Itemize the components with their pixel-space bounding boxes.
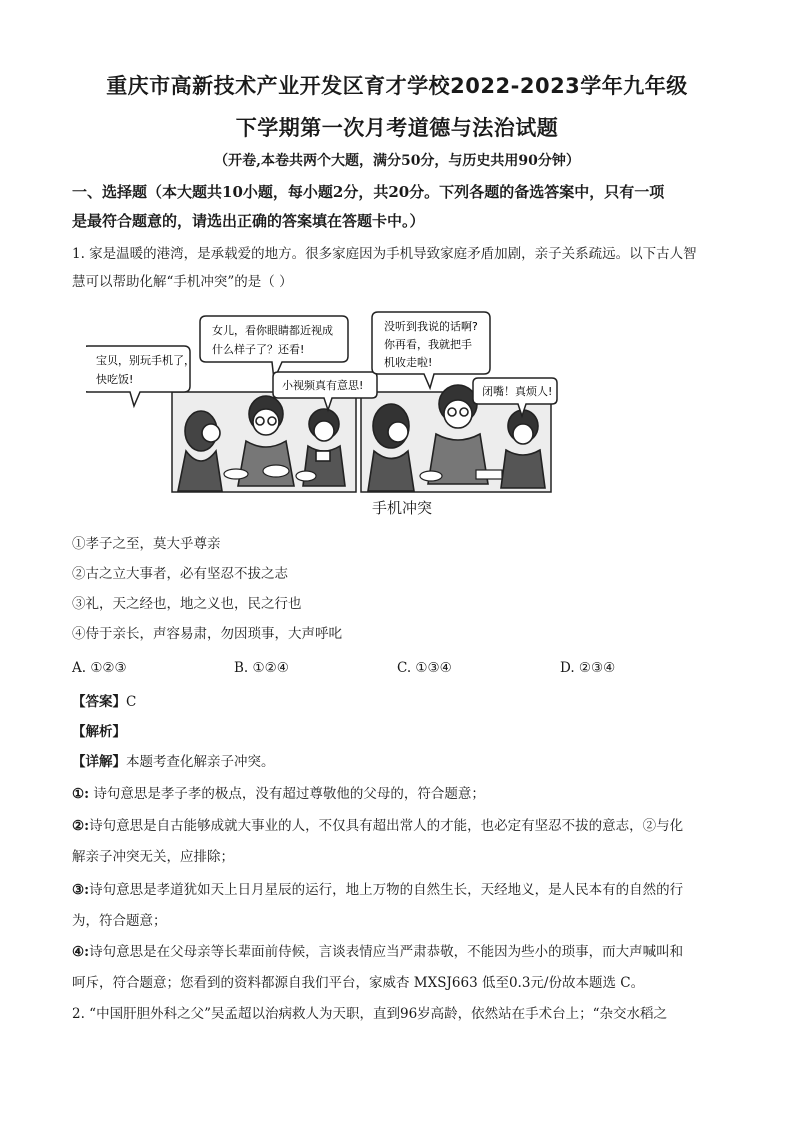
question-1-stem xyxy=(72,240,722,296)
explanation-2-line1 xyxy=(72,812,722,840)
explanation-3 xyxy=(72,876,722,935)
answer-value: C xyxy=(126,694,137,710)
speech-bubble-2-line2: 什么样子了？还看! xyxy=(212,343,305,356)
exam-subtitle: （开卷,本卷共两个大题，满分50分，与历史共用90分钟） xyxy=(214,153,580,169)
section-heading-line1: 一、选择题（本大题共10小题，每小题2分，共20分。下列各题的备选答案中，只有一项 xyxy=(72,183,665,201)
explanation-2-text-a: 诗句意思是自古能够成就大事业的人，不仅具有超出常人的才能，也必定有坚忍不拔的意志，②与化 xyxy=(89,818,684,834)
explanation-2-line2: 解亲子冲突无关，应排除； xyxy=(72,849,234,865)
question-1-stem-line2: 慧可以帮助化解“手机冲突”的是（ ） xyxy=(72,274,293,290)
speech-bubble-2 xyxy=(200,316,348,380)
statement-2: ②古之立大事者，必有坚忍不拔之志 xyxy=(72,566,288,582)
explanation-1-label: ①: xyxy=(72,786,90,802)
question-1-stem-line1: 1. 家是温暖的港湾，是承载爱的地方。很多家庭因为手机导致家庭矛盾加剧，亲子关系疏远。以下古人智 xyxy=(72,246,697,262)
page-title-line2: 下学期第一次月考道德与法治试题 xyxy=(235,116,559,140)
detail-line xyxy=(72,750,275,770)
statement-1: ①孝子之至，莫大乎尊亲 xyxy=(72,536,221,552)
statement-3: ③礼，天之经也，地之义也，民之行也 xyxy=(72,596,302,612)
analysis-line xyxy=(72,720,126,740)
explanation-2-label: ②: xyxy=(72,818,90,834)
explanation-4-line1 xyxy=(72,938,722,966)
section-heading xyxy=(72,178,722,236)
explanation-3-label: ③: xyxy=(72,882,90,898)
cartoon-caption: 手机冲突 xyxy=(371,499,432,517)
question-2-stem xyxy=(72,1000,722,1028)
speech-bubble-4-line2: 你再看，我就把手 xyxy=(384,338,472,351)
explanation-1-text: 诗句意思是孝子孝的极点，没有超过尊敬他的父母的，符合题意； xyxy=(89,786,485,802)
detail-text: 本题考查化解亲子冲突。 xyxy=(126,754,275,770)
option-d: D. ②③④ xyxy=(560,660,616,676)
explanation-3-line2: 为，符合题意； xyxy=(72,913,167,929)
speech-bubble-4-line1: 没听到我说的话啊? xyxy=(384,320,478,333)
page-title-line1: 重庆市高新技术产业开发区育才学校2022-2023学年九年级 xyxy=(106,74,688,98)
speech-bubble-1-line2: 快吃饭! xyxy=(96,373,134,386)
phone-conflict-cartoon xyxy=(86,306,558,496)
speech-bubble-4-line3: 机收走啦! xyxy=(384,356,433,369)
speech-bubble-1-line1: 宝贝，别玩手机了， xyxy=(96,354,195,367)
statement-list xyxy=(72,530,722,648)
option-c: C. ①③④ xyxy=(397,660,452,676)
speech-bubble-2-line1: 女儿，看你眼睛都近视成 xyxy=(212,324,333,337)
explanation-3-line1 xyxy=(72,876,722,904)
explanation-4-label: ④: xyxy=(72,944,90,960)
explanation-2 xyxy=(72,812,722,871)
option-a: A. ①②③ xyxy=(72,660,127,676)
answer-label: 【答案】 xyxy=(72,694,126,710)
option-b: B. ①②④ xyxy=(234,660,289,676)
explanation-1 xyxy=(72,782,485,802)
speech-bubble-5-text: 闭嘴！真烦人! xyxy=(482,385,553,398)
speech-bubble-4 xyxy=(372,312,490,388)
detail-label: 【详解】 xyxy=(72,754,126,770)
analysis-label: 【解析】 xyxy=(72,724,126,740)
statement-4: ④侍于亲长，声容易肃，勿因琐事，大声呼叱 xyxy=(72,626,342,642)
speech-bubble-3-text: 小视频真有意思! xyxy=(282,379,364,392)
explanation-4 xyxy=(72,938,722,997)
explanation-4-line2: 呵斥，符合题意；您看到的资料都源自我们平台，家威杏 MXSJ663 低至0.3元/份故本题选 C。 xyxy=(72,975,645,991)
section-heading-line2: 是最符合题意的，请选出正确的答案填在答题卡中。） xyxy=(72,212,425,230)
explanation-4-text-a: 诗句意思是在父母亲等长辈面前侍候，言谈表情应当严肃恭敬，不能因为些小的琐事，而大声喊叫和 xyxy=(89,944,684,960)
explanation-3-text-a: 诗句意思是孝道犹如天上日月星辰的运行，地上万物的自然生长，天经地义，是人民本有的自然的行 xyxy=(89,882,684,898)
question-2-stem-line1: 2. “中国肝胆外科之父”吴孟超以治病救人为天职，直到96岁高龄，依然站在手术台上；“杂交水稻之 xyxy=(72,1006,668,1022)
answer-line xyxy=(72,690,136,710)
